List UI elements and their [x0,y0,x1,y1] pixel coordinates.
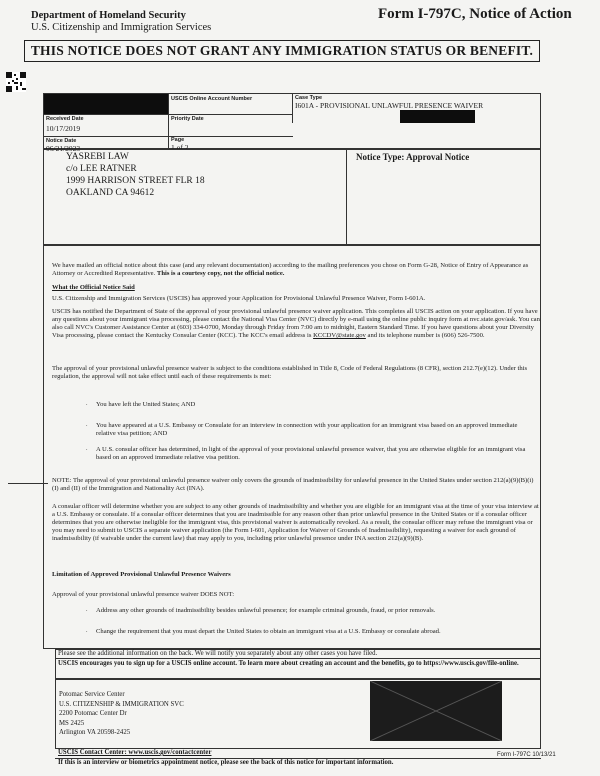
status-banner [24,40,540,62]
conditions-paragraph: The approval of your provisional unlawful presence waiver is subject to the conditions established in Title 8, Code of Federal Regulations (8 CFR), section 212.7(e)(12). Under this regulation, the approval will not take effect until each of these requirements is met: [52,365,528,380]
banner-text: THIS NOTICE DOES NOT GRANT ANY IMMIGRATION STATUS OR BENEFIT. [30,43,534,58]
address-line: 2200 Potomac Center Dr [59,710,127,717]
bullet: . [86,628,88,634]
redacted-name [400,110,475,123]
address-line: Potomac Service Center [59,691,125,698]
section-heading-limitation: Limitation of Approved Provisional Unlawful Presence Waivers [52,571,231,578]
kcc-email-link[interactable]: KCCDV@state.gov [313,332,366,339]
address-line: OAKLAND CA 94612 [66,188,155,198]
address-line: U.S. CITIZENSHIP & IMMIGRATION SVC [59,700,184,708]
note-paragraph: NOTE: The approval of your provisional unlawful presence waiver only covers the grounds of inadmissibility for unlawful presence in the United States under section 212(a)(9)(B)(i)(I) and (II) of the Immigration and Nationality Act (INA). [52,477,534,492]
list-item: You have left the United States; AND [96,401,196,408]
address-line: MS 2425 [59,719,85,727]
courtesy-paragraph: We have mailed an official notice about this case (and any relevant documentation) according to the mailing preferences you chose on Form G-28, Notice of Entry of Appearance as Attorney or Accredited Representative. This is a courtesy copy, not the official notice. [52,262,529,277]
page-value: 1 of 2 [171,143,189,152]
recipient-address [66,151,205,199]
bullet: . [86,422,88,428]
consular-paragraph: A consular officer will determine whether you are subject to any other grounds of inadmissibility and whether you are eligible for an immigrant visa at the time of your visa interview at a U.S. Embassy or consulate. If a consular officer determines that you are inadmissible for any reason other than prior unlawful presence in the United States or if a consular officer determines that you are otherwise ineligible for the immigrant visa, this provisional waiver is automatically revoked. As a result, the consular officer may refuse the immigrant visa or you may need to submit to USCIS a separate waiver application (the Form I-601, Application for Waiver of Grounds of Inadmissibility), requesting a waiver for each ground of inadmissibility (if waivable under the current law) that may apply to you, including prior unlawful presence under INA section 212(a)(9)(B). [52,503,539,542]
list-item: Address any other grounds of inadmissibility besides unlawful presence; for example criminal grounds, fraud, or prior removals. [96,607,436,614]
priority-date-label: Priority Date [171,116,204,122]
list-item: You have appeared at a U.S. Embassy or Consulate for an interview in connection with your application for an immigrant visa based on an approved immediate relative visa petition; AND [96,422,518,437]
bullet: . [86,401,88,407]
qr-code-icon [6,72,26,92]
redacted-receipt-number [44,94,168,114]
case-type-value: I601A - PROVISIONAL UNLAWFUL PRESENCE WAIVER [295,101,484,110]
service-center-address [59,690,184,738]
agency-subname: U.S. Citizenship and Immigration Services [31,22,212,33]
form-id: Form I-797C 10/13/21 [497,752,556,758]
list-item: Change the requirement that you must depart the United States to obtain an immigrant visa at a U.S. Embassy or consulate abroad. [96,628,441,635]
notice-date-label: Notice Date [46,138,77,144]
nvc-paragraph: USCIS has notified the Department of State of the approval of your provisional unlawful presence waiver application. This completes all USCIS action on your application. If you have any questions about your immigrant visa processing, please contact the National Visa Center (NVC) directly by e-mail using the online public inquiry form at nvc.state.gov/ask. You can also call NVC's Customer Assistance Center at (603) 334-0700, Monday through Friday from 7:00 am to midnight, Eastern Standard Time. If you have questions about your Diversity Visa processing, please contact the Kentucky Consular Center (KCC). The KCC's email address is KCCDV@state.gov and its telephone number is (606) 526-7500. [52,308,540,339]
address-line: Arlington VA 20598-2425 [59,729,131,736]
online-account-text[interactable]: USCIS encourages you to sign up for a USCIS online account. To learn more about creating an account and the benefits, go to https://www.uscis.gov/file-online. [58,660,519,667]
margin-mark [8,483,48,484]
case-type-label: Case Type [295,95,323,101]
contact-center-link[interactable]: USCIS Contact Center: www.uscis.gov/contactcenter [58,749,212,756]
notice-date-value: 06/21/2023 [46,144,81,153]
address-line: YASREBI LAW [66,152,129,162]
agency-name: Department of Homeland Security [31,10,186,21]
bullet: . [86,607,88,613]
page-label: Page [171,137,185,143]
does-not-paragraph: Approval of your provisional unlawful presence waiver DOES NOT: [52,591,235,598]
approval-paragraph: U.S. Citizenship and Immigration Services (USCIS) has approved your Application for Provisional Unlawful Presence Waiver, Form I-601A. [52,295,426,302]
received-date-value: 10/17/2019 [46,124,81,133]
address-line: c/o LEE RATNER [66,164,137,174]
form-title: Form I-797C, Notice of Action [378,6,572,22]
received-date-label: Received Date [46,116,84,122]
bullet: . [86,446,88,452]
account-number-label: USCIS Online Account Number [171,96,253,102]
list-item: A U.S. consular officer has determined, in light of the approval of your provisional unlawful presence waiver, that you are otherwise eligible for an immigrant visa based on an approved immediate relative visa petition. [96,446,526,461]
notice-type: Notice Type: Approval Notice [356,152,470,162]
address-line: 1999 HARRISON STREET FLR 18 [66,176,205,186]
section-heading-official: What the Official Notice Said [52,284,135,291]
additional-info-text: Please see the additional information on the back. We will notify you separately about any other cases you have filed. [58,650,378,657]
interview-notice-text: If this is an interview or biometrics appointment notice, please see the back of this notice for important information. [58,759,394,766]
redacted-barcode [370,681,502,741]
